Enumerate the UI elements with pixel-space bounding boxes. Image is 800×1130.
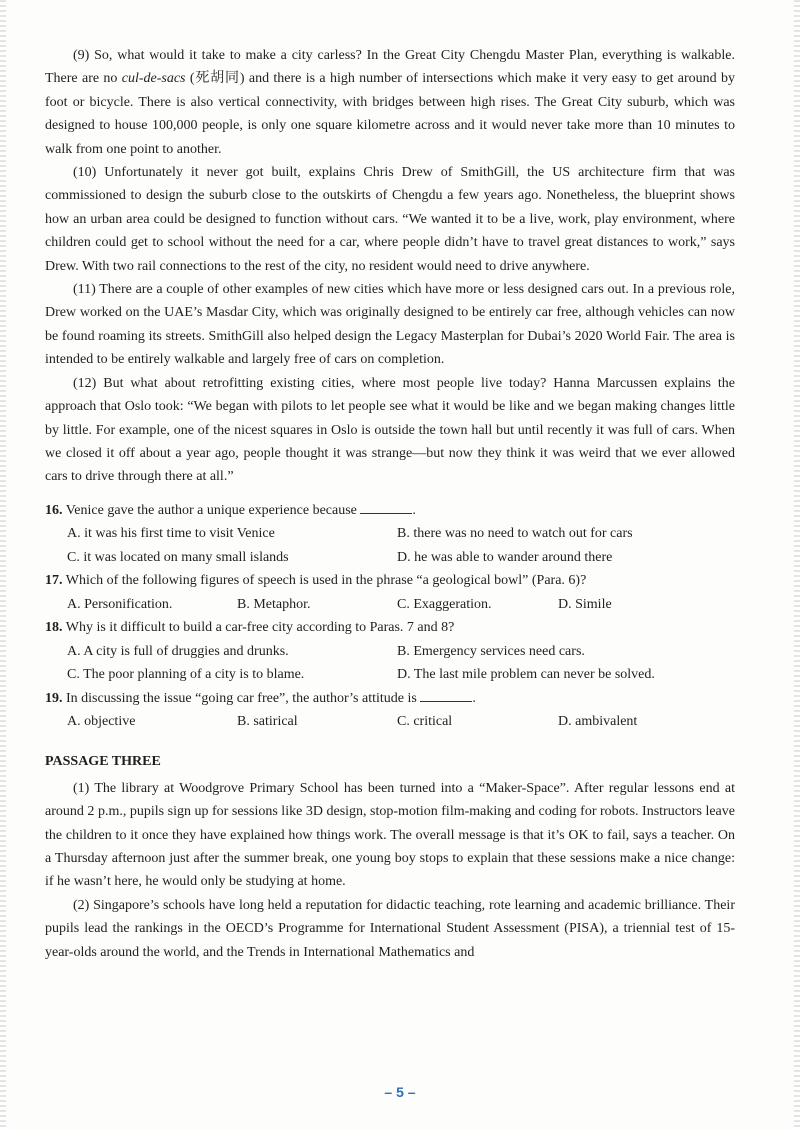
- paragraph-11: (11) There are a couple of other examples of new cities which have more or less designed cars out. In a previous role, Drew worked on the UAE’s Masdar City, which was originally designed to be entirely car free, although vehicles can now be found roaming its streets. SmithGill also helped design the Legacy Masterplan for Dubai’s 2020 World Fair. The area is intended to be entirely walkable and largely free of cars on completion.: [45, 282, 735, 368]
- question-stem: 16. Venice gave the author a unique experience because .: [45, 502, 416, 518]
- answer-blank: [360, 501, 412, 514]
- paragraph-1: (1) The library at Woodgrove Primary School has been turned into a “Maker-Space”. After regular lessons end at around 2 p.m., pupils sign up for sessions like 3D design, stop-motion film-making and coding for robots. Instructors leave the children to it once they have explained how things work. The overall message is that it’s OK to fail, says a teacher. On a Thursday afternoon just after the summer break, one young boy stops to explain that these sessions make a nice change: if he wasn’t here, he would only be studying at home.: [45, 780, 735, 890]
- option-b: B. Metaphor.: [237, 596, 311, 612]
- question-number: 19.: [45, 690, 63, 706]
- option-row: [45, 593, 735, 617]
- option-a: A. it was his first time to visit Venice: [67, 526, 275, 542]
- question-list: [45, 499, 735, 734]
- question-17: [45, 569, 735, 616]
- question-16: [45, 499, 735, 570]
- option-row: [45, 546, 735, 570]
- question-number: 17.: [45, 573, 63, 589]
- option-c: C. critical: [397, 714, 453, 730]
- passage-three: [45, 750, 735, 964]
- scan-edge-right: [794, 0, 800, 1130]
- question-number: 18.: [45, 620, 63, 636]
- paragraph-9: (9) So, what would it take to make a city carless? In the Great City Chengdu Master Plan, everything is walkable. There are no cul-de-sacs (死胡同) and there is a high number of intersections which make it very easy to get around by foot or bicycle. There is also vertical connectivity, with bridges between high rises. The Great City suburb, which was designed to house 100,000 people, is only one square kilometre across and it would never take more than 10 minutes to walk from one point to another.: [45, 48, 736, 157]
- answer-blank: [420, 689, 472, 702]
- option-d: D. he was able to wander around there: [397, 549, 613, 565]
- italic-term: cul-de-sacs: [121, 71, 186, 87]
- option-a: A. A city is full of druggies and drunks.: [67, 643, 289, 659]
- option-d: D. ambivalent: [558, 714, 638, 730]
- option-row: [45, 522, 735, 546]
- passage-two-continued: [45, 44, 735, 489]
- option-a: A. Personification.: [67, 596, 173, 612]
- question-stem: 18. Why is it difficult to build a car-free city according to Paras. 7 and 8?: [45, 620, 455, 636]
- question-stem: 17. Which of the following figures of speech is used in the phrase “a geological bowl” (Para. 6)?: [45, 573, 587, 589]
- question-number: 16.: [45, 502, 63, 518]
- option-c: C. The poor planning of a city is to blame.: [67, 667, 305, 683]
- paragraph-10: (10) Unfortunately it never got built, explains Chris Drew of SmithGill, the US architecture firm that was commissioned to design the suburb close to the outskirts of Chengdu a few years ago. Nonetheless, the blueprint shows how an urban area could be designed to function without cars. “We wanted it to be a live, work, play environment, where children could get to school without the need for a car, where people didn’t have to travel great distances to work,” says Drew. With two rail connections to the rest of the city, no resident would need to drive anywhere.: [45, 165, 735, 274]
- option-row: [45, 710, 735, 734]
- page-number: – 5 –: [384, 1084, 416, 1100]
- option-c: C. it was located on many small islands: [67, 549, 289, 565]
- paragraph-2: (2) Singapore’s schools have long held a reputation for didactic teaching, rote learning and academic brilliance. Their pupils lead the rankings in the OECD’s Programme for International Student Assessment (PISA), a triennial test of 15-year-olds around the world, and the Trends in International Mathematics and: [45, 897, 735, 960]
- option-c: C. Exaggeration.: [397, 596, 492, 612]
- question-19: [45, 687, 735, 734]
- scan-edge-left: [0, 0, 6, 1130]
- page-content: [45, 44, 735, 964]
- question-stem: 19. In discussing the issue “going car free”, the author’s attitude is .: [45, 690, 476, 706]
- option-b: B. there was no need to watch out for cars: [397, 526, 633, 542]
- paragraph-12: (12) But what about retrofitting existing cities, where most people live today? Hanna Marcussen explains the approach that Oslo took: “We began with pilots to let people see what it would be like and we began making changes little by little. For example, one of the nicest squares in Oslo is outside the town hall but until recently it was full of cars. When we closed it off about a year ago, people thought it was strange—but now they think it was weird that we ever allowed cars to drive through there at all.”: [45, 375, 735, 485]
- question-18: [45, 616, 735, 687]
- option-a: A. objective: [67, 714, 136, 730]
- option-d: D. The last mile problem can never be solved.: [397, 667, 655, 683]
- option-b: B. satirical: [237, 714, 298, 730]
- option-d: D. Simile: [558, 596, 612, 612]
- option-row: [45, 663, 735, 687]
- option-b: B. Emergency services need cars.: [397, 643, 585, 659]
- section-title: PASSAGE THREE: [45, 753, 161, 769]
- option-row: [45, 640, 735, 664]
